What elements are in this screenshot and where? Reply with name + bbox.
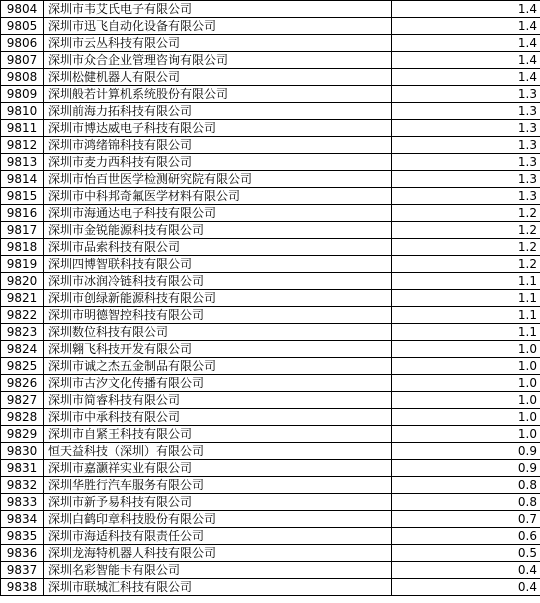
company-name-cell[interactable]: 深圳市中科邦奇氟医学材料有限公司 (44, 188, 392, 205)
table-row (1, 579, 540, 596)
table-body (1, 1, 540, 596)
company-name-cell[interactable]: 深圳市麦力西科技有限公司 (44, 154, 392, 171)
value-cell[interactable]: 0.7 (392, 511, 540, 528)
company-name-cell[interactable]: 深圳市明德智控科技有限公司 (44, 307, 392, 324)
value-cell[interactable]: 1.3 (392, 188, 540, 205)
id-cell[interactable]: 9804 (1, 1, 44, 18)
company-name-cell[interactable]: 深圳市自紧王科技有限公司 (44, 426, 392, 443)
value-cell[interactable]: 1.0 (392, 375, 540, 392)
company-name-cell[interactable]: 深圳市新予易科技有限公司 (44, 494, 392, 511)
id-cell[interactable]: 9823 (1, 324, 44, 341)
table-row (1, 256, 540, 273)
id-cell[interactable]: 9836 (1, 545, 44, 562)
value-cell[interactable]: 1.0 (392, 426, 540, 443)
company-name-cell[interactable]: 深圳市联城汇科技有限公司 (44, 579, 392, 596)
company-name-cell[interactable]: 深圳市韦艾氏电子有限公司 (44, 1, 392, 18)
value-cell[interactable]: 0.8 (392, 494, 540, 511)
table-row (1, 137, 540, 154)
id-cell[interactable]: 9805 (1, 18, 44, 35)
table-row (1, 103, 540, 120)
table-row (1, 52, 540, 69)
value-cell[interactable]: 1.4 (392, 69, 540, 86)
id-cell[interactable]: 9812 (1, 137, 44, 154)
table-row (1, 460, 540, 477)
id-cell[interactable]: 9816 (1, 205, 44, 222)
table-row (1, 86, 540, 103)
table-row (1, 290, 540, 307)
company-name-cell[interactable]: 深圳名彩智能卡有限公司 (44, 562, 392, 579)
value-cell[interactable]: 1.3 (392, 154, 540, 171)
id-cell[interactable]: 9835 (1, 528, 44, 545)
value-cell[interactable]: 0.4 (392, 562, 540, 579)
table-row (1, 188, 540, 205)
id-cell[interactable]: 9827 (1, 392, 44, 409)
company-name-cell[interactable]: 深圳市众合企业管理咨询有限公司 (44, 52, 392, 69)
id-cell[interactable]: 9830 (1, 443, 44, 460)
value-cell[interactable]: 1.4 (392, 1, 540, 18)
company-name-cell[interactable]: 深圳翱飞科技开发有限公司 (44, 341, 392, 358)
company-name-cell[interactable]: 深圳华胜行汽车服务有限公司 (44, 477, 392, 494)
company-name-cell[interactable]: 深圳市古汐文化传播有限公司 (44, 375, 392, 392)
company-name-cell[interactable]: 深圳龙海特机器人科技有限公司 (44, 545, 392, 562)
id-cell[interactable]: 9820 (1, 273, 44, 290)
value-cell[interactable]: 1.4 (392, 52, 540, 69)
id-cell[interactable]: 9828 (1, 409, 44, 426)
company-name-cell[interactable]: 深圳白鹤印章科技股份有限公司 (44, 511, 392, 528)
id-cell[interactable]: 9825 (1, 358, 44, 375)
value-cell[interactable]: 1.2 (392, 205, 540, 222)
company-name-cell[interactable]: 深圳市海适科技有限责任公司 (44, 528, 392, 545)
value-cell[interactable]: 0.8 (392, 477, 540, 494)
company-name-cell[interactable]: 深圳松健机器人有限公司 (44, 69, 392, 86)
table-row (1, 511, 540, 528)
table-row (1, 528, 540, 545)
id-cell[interactable]: 9808 (1, 69, 44, 86)
company-name-cell[interactable]: 深圳市中承科技有限公司 (44, 409, 392, 426)
id-cell[interactable]: 9813 (1, 154, 44, 171)
id-cell[interactable]: 9821 (1, 290, 44, 307)
company-name-cell[interactable]: 深圳四博智联科技有限公司 (44, 256, 392, 273)
id-cell[interactable]: 9838 (1, 579, 44, 596)
value-cell[interactable]: 1.3 (392, 137, 540, 154)
table-row (1, 1, 540, 18)
table-row (1, 69, 540, 86)
id-cell[interactable]: 9822 (1, 307, 44, 324)
table-row (1, 426, 540, 443)
table-row (1, 239, 540, 256)
table-row (1, 120, 540, 137)
value-cell[interactable]: 1.2 (392, 239, 540, 256)
value-cell[interactable]: 1.0 (392, 341, 540, 358)
company-name-cell[interactable]: 深圳数位科技有限公司 (44, 324, 392, 341)
id-cell[interactable]: 9814 (1, 171, 44, 188)
table-row (1, 18, 540, 35)
value-cell[interactable]: 1.4 (392, 35, 540, 52)
table-row (1, 375, 540, 392)
id-cell[interactable]: 9809 (1, 86, 44, 103)
table-row (1, 154, 540, 171)
table-row (1, 273, 540, 290)
table-row (1, 494, 540, 511)
table-row (1, 324, 540, 341)
value-cell[interactable]: 1.3 (392, 120, 540, 137)
company-name-cell[interactable]: 深圳市云丛科技有限公司 (44, 35, 392, 52)
company-name-cell[interactable]: 深圳市简睿科技有限公司 (44, 392, 392, 409)
table-row (1, 443, 540, 460)
value-cell[interactable]: 0.9 (392, 443, 540, 460)
id-cell[interactable]: 9832 (1, 477, 44, 494)
table-row (1, 222, 540, 239)
id-cell[interactable]: 9815 (1, 188, 44, 205)
id-cell[interactable]: 9826 (1, 375, 44, 392)
company-name-cell[interactable]: 深圳市金锐能源科技有限公司 (44, 222, 392, 239)
value-cell[interactable]: 1.3 (392, 86, 540, 103)
company-name-cell[interactable]: 深圳市海通达电子科技有限公司 (44, 205, 392, 222)
company-name-cell[interactable]: 深圳市怡百世医学检测研究院有限公司 (44, 171, 392, 188)
value-cell[interactable]: 1.1 (392, 324, 540, 341)
table-row (1, 562, 540, 579)
id-cell[interactable]: 9817 (1, 222, 44, 239)
company-name-cell[interactable]: 恒天益科技（深圳）有限公司 (44, 443, 392, 460)
value-cell[interactable]: 0.9 (392, 460, 540, 477)
company-name-cell[interactable]: 深圳市冰润冷链科技有限公司 (44, 273, 392, 290)
id-cell[interactable]: 9831 (1, 460, 44, 477)
value-cell[interactable]: 1.0 (392, 392, 540, 409)
table-row (1, 545, 540, 562)
company-name-cell[interactable]: 深圳市诚之杰五金制品有限公司 (44, 358, 392, 375)
company-name-cell[interactable]: 深圳市品索科技有限公司 (44, 239, 392, 256)
table-row (1, 35, 540, 52)
value-cell[interactable]: 1.1 (392, 290, 540, 307)
company-name-cell[interactable]: 深圳市博达威电子科技有限公司 (44, 120, 392, 137)
value-cell[interactable]: 0.5 (392, 545, 540, 562)
value-cell[interactable]: 0.4 (392, 579, 540, 596)
id-cell[interactable]: 9810 (1, 103, 44, 120)
value-cell[interactable]: 0.6 (392, 528, 540, 545)
table-row (1, 392, 540, 409)
company-name-cell[interactable]: 深圳市迅飞自动化设备有限公司 (44, 18, 392, 35)
id-cell[interactable]: 9819 (1, 256, 44, 273)
value-cell[interactable]: 1.2 (392, 222, 540, 239)
id-cell[interactable]: 9806 (1, 35, 44, 52)
table-row (1, 171, 540, 188)
id-cell[interactable]: 9818 (1, 239, 44, 256)
id-cell[interactable]: 9811 (1, 120, 44, 137)
value-cell[interactable]: 1.0 (392, 358, 540, 375)
value-cell[interactable]: 1.4 (392, 18, 540, 35)
value-cell[interactable]: 1.2 (392, 256, 540, 273)
id-cell[interactable]: 9824 (1, 341, 44, 358)
company-name-cell[interactable]: 深圳市鸿绪锦科技有限公司 (44, 137, 392, 154)
id-cell[interactable]: 9834 (1, 511, 44, 528)
value-cell[interactable]: 1.1 (392, 307, 540, 324)
table-row (1, 477, 540, 494)
table-row (1, 205, 540, 222)
value-cell[interactable]: 1.3 (392, 103, 540, 120)
table-row (1, 307, 540, 324)
value-cell[interactable]: 1.3 (392, 171, 540, 188)
company-name-cell[interactable]: 深圳市创绿新能源科技有限公司 (44, 290, 392, 307)
id-cell[interactable]: 9829 (1, 426, 44, 443)
table-row (1, 341, 540, 358)
table-row (1, 358, 540, 375)
table-row (1, 409, 540, 426)
id-cell[interactable]: 9833 (1, 494, 44, 511)
value-cell[interactable]: 1.1 (392, 273, 540, 290)
id-cell[interactable]: 9807 (1, 52, 44, 69)
company-name-cell[interactable]: 深圳市嘉灏祥实业有限公司 (44, 460, 392, 477)
company-name-cell[interactable]: 深圳般若计算机系统股份有限公司 (44, 86, 392, 103)
id-cell[interactable]: 9837 (1, 562, 44, 579)
company-name-cell[interactable]: 深圳前海力拓科技有限公司 (44, 103, 392, 120)
value-cell[interactable]: 1.0 (392, 409, 540, 426)
